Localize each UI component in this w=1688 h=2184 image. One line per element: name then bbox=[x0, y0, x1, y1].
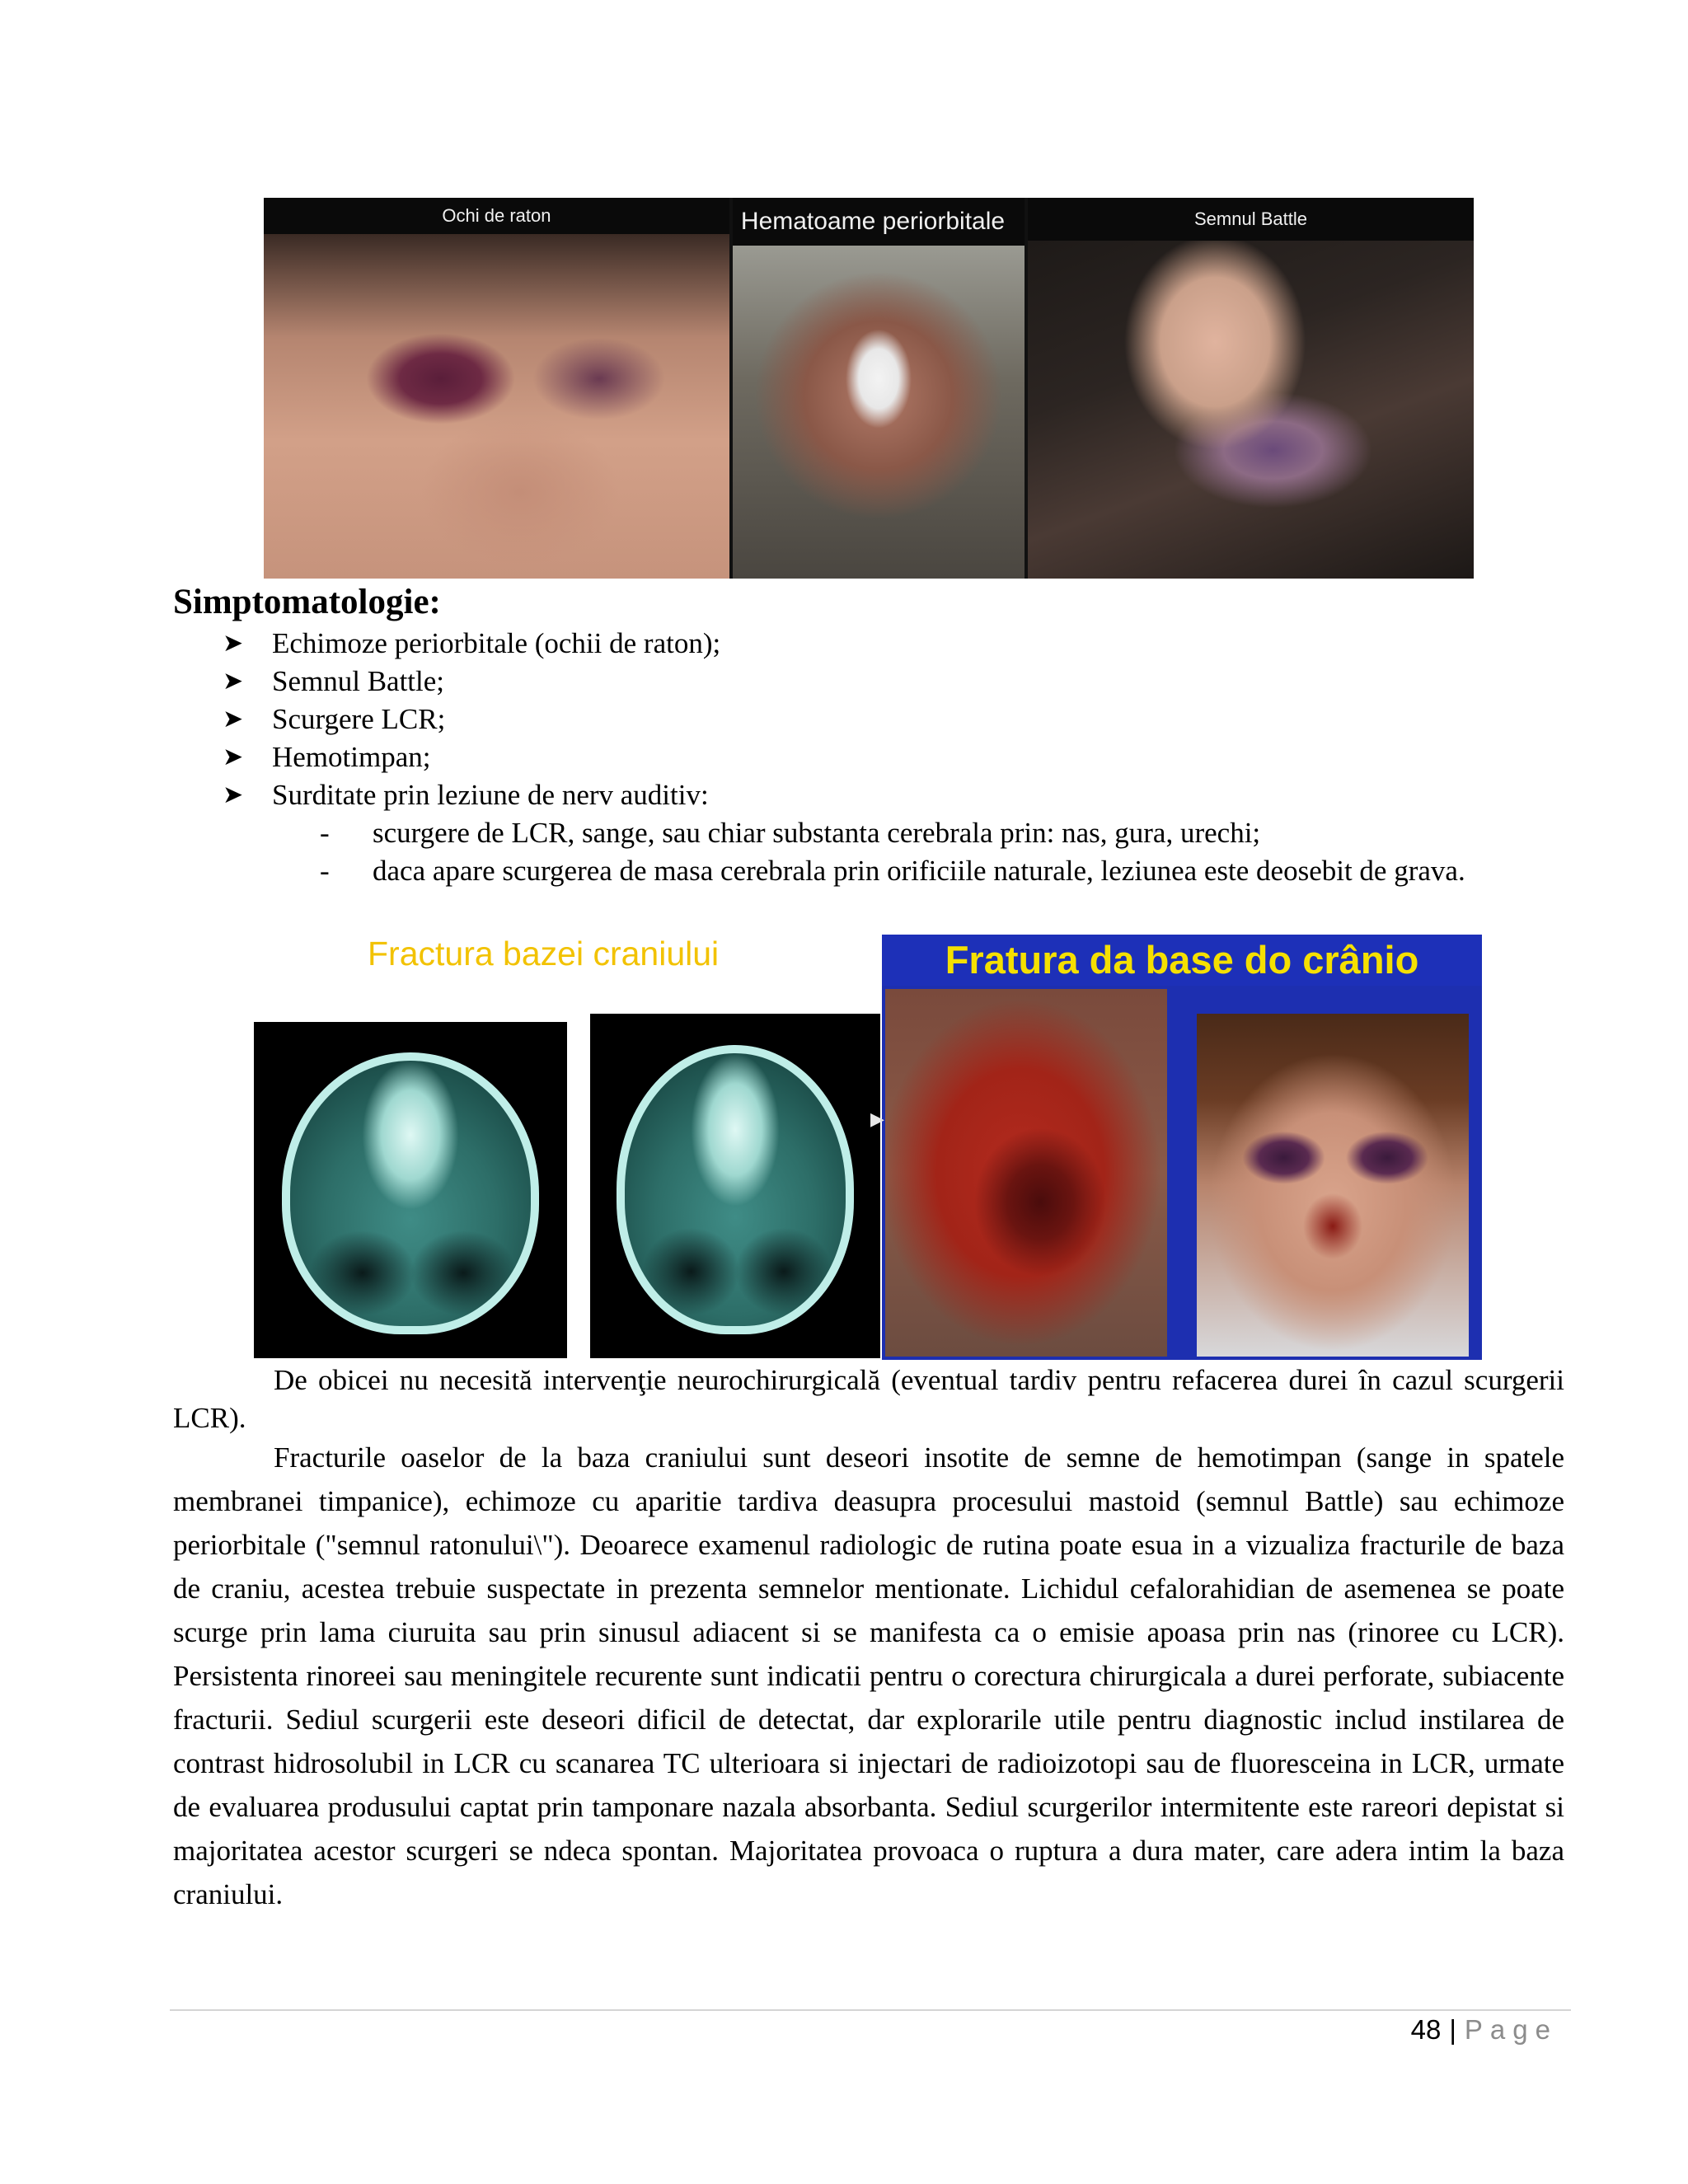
photo-battle-sign bbox=[1028, 198, 1474, 579]
arrowhead-bullet-icon: ➤ bbox=[223, 743, 244, 771]
list-item bbox=[223, 776, 720, 814]
arrowhead-bullet-icon: ➤ bbox=[223, 667, 244, 696]
top-figure bbox=[264, 198, 1474, 579]
battle-sign-image bbox=[1028, 241, 1474, 579]
arrowhead-bullet-icon: ➤ bbox=[223, 629, 244, 658]
page-footer bbox=[1411, 2014, 1558, 2046]
periorbital-hematoma-image bbox=[733, 246, 1025, 579]
raccoon-eyes-image bbox=[264, 234, 729, 579]
sub-list-item bbox=[320, 852, 1564, 890]
list-item-text: Echimoze periorbitale (ochii de raton); bbox=[272, 627, 721, 659]
figure-right-panel bbox=[882, 935, 1482, 1360]
dash-marker: - bbox=[320, 855, 330, 887]
ct-scan-image bbox=[254, 1022, 567, 1358]
page-label: Page bbox=[1464, 2014, 1558, 2045]
sub-list-item-text: daca apare scurgerea de masa cerebrala prin orificiile naturale, leziunea este deosebit de grava. bbox=[373, 855, 1465, 887]
ct-skull-shape bbox=[617, 1045, 855, 1334]
ear-injury-image bbox=[885, 989, 1167, 1357]
footer-divider bbox=[170, 2009, 1571, 2011]
list-item-text: Surditate prin leziune de nerv auditiv: bbox=[272, 779, 709, 811]
body-paragraph: De obicei nu necesită intervenţie neurochirurgicală (eventual tardiv pentru refacerea durei în cazul scurgerii LCR). bbox=[173, 1364, 1564, 1434]
facial-injury-image bbox=[1197, 1014, 1469, 1357]
list-item bbox=[223, 663, 720, 701]
photo-periorbital-hematoma bbox=[729, 198, 1028, 579]
photo-caption: Semnul Battle bbox=[1028, 198, 1474, 241]
figure-title-left: Fractura bazei craniului bbox=[368, 935, 720, 972]
page-number: 48 bbox=[1410, 2014, 1442, 2045]
list-item bbox=[223, 738, 720, 776]
symptom-sub-list bbox=[320, 814, 1564, 890]
list-item-text: Scurgere LCR; bbox=[272, 703, 446, 735]
mouse-cursor-icon: ▶ bbox=[870, 1109, 884, 1130]
figure-title-right: Fratura da base do crânio bbox=[882, 935, 1482, 986]
photo-caption: Ochi de raton bbox=[264, 198, 729, 234]
section-heading: Simptomatologie: bbox=[173, 583, 441, 621]
list-item bbox=[223, 701, 720, 738]
list-item-text: Hemotimpan; bbox=[272, 741, 431, 773]
photo-raccoon-eyes bbox=[264, 198, 729, 579]
list-item-text: Semnul Battle; bbox=[272, 665, 445, 697]
sub-list-item bbox=[320, 814, 1564, 852]
arrowhead-bullet-icon: ➤ bbox=[223, 780, 244, 809]
sub-list-item-text: scurgere de LCR, sange, sau chiar substanta cerebrala prin: nas, gura, urechi; bbox=[373, 817, 1261, 849]
dash-marker: - bbox=[320, 817, 330, 849]
ct-scan-image bbox=[590, 1014, 880, 1358]
photo-caption: Hematoame periorbitale bbox=[733, 198, 1025, 246]
body-paragraph: Fracturile oaselor de la baza craniului sunt deseori insotite de semne de hemotimpan (sange in spatele membranei timpanice), echimoze cu aparitie tardiva deasupra procesului mastoid (semnul Battle) sau echimoze periorbitale ("semnul ratonului\"). Deoarece examenul radiologic de rutina poate esua in a vizualiza fracturile de baza de craniu, acestea trebuie suspectate in prezenta semnelor mentionate. Lichidul cefalorahidian de asemenea se poate scurge prin lama ciuruita sau prin sinusul adiacent si se manifesta ca o emisie apoasa prin nas (rinoree cu LCR). Persistenta rinoreei sau meningitele recurente sunt indicatii pentru o corectura chirurgicala a durei perforate, subiacente fracturii. Sediul scurgerii este deseori dificil de detectat, dar explorarile utile pentru diagnostic includ instilarea de contrast hidrosolubil in LCR cu scanarea TC ulterioara si injectari de radioizotopi sau de fluoresceina in LCR, urmate de evaluarea produsului captat prin tamponare nazala absorbanta. Sediul scurgerilor intermitente este rareori depistat si majoritatea acestor scurgeri se ndeca spontan. Majoritatea provoaca o ruptura a dura mater, care adera intim la baza craniului. bbox=[173, 1441, 1564, 1910]
footer-separator: | bbox=[1449, 2014, 1456, 2045]
arrowhead-bullet-icon: ➤ bbox=[223, 705, 244, 733]
ct-skull-shape bbox=[282, 1052, 539, 1335]
symptom-list bbox=[223, 625, 720, 814]
list-item bbox=[223, 625, 720, 663]
